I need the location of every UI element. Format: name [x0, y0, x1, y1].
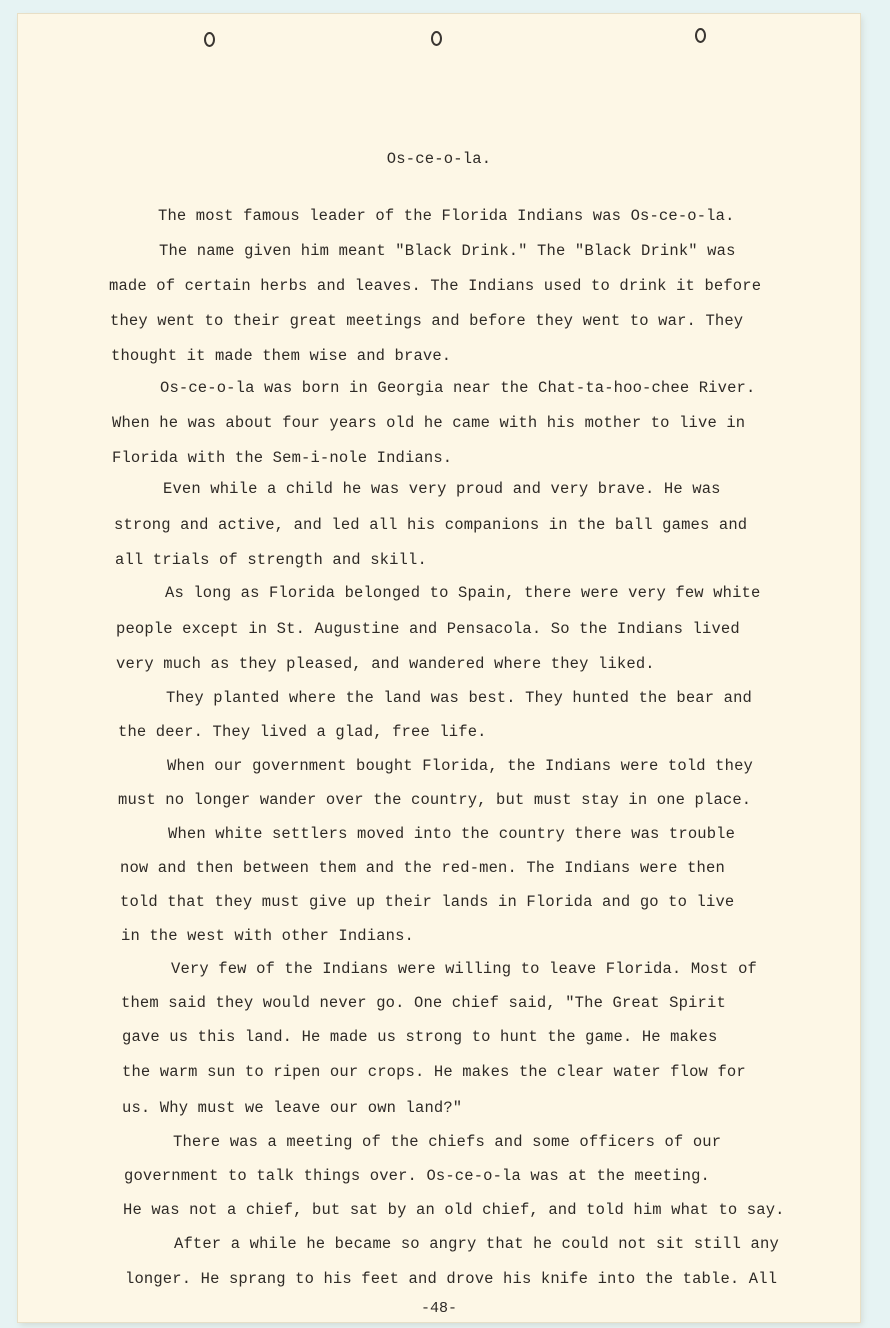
page-number: -48- — [420, 1300, 457, 1317]
typewritten-page — [18, 14, 860, 1322]
text-line: the warm sun to ripen our crops. He makes the clear water flow for — [122, 1063, 746, 1081]
text-line: now and then between them and the red-men. The Indians were then — [120, 859, 725, 877]
text-line: very much as they pleased, and wandered where they liked. — [116, 655, 655, 673]
text-line: Very few of the Indians were willing to leave Florida. Most of — [171, 960, 757, 978]
body-text — [18, 14, 860, 1322]
text-line: They planted where the land was best. They hunted the bear and — [166, 689, 752, 707]
text-line: made of certain herbs and leaves. The Indians used to drink it before — [109, 277, 762, 295]
text-line: When white settlers moved into the country there was trouble — [168, 825, 736, 843]
text-line: thought it made them wise and brave. — [111, 347, 452, 365]
text-line: longer. He sprang to his feet and drove his knife into the table. All — [125, 1270, 778, 1288]
text-line: us. Why must we leave our own land?" — [122, 1099, 463, 1117]
text-line: strong and active, and led all his companions in the ball games and — [114, 516, 748, 534]
text-line: He was not a chief, but sat by an old chief, and told him what to say. — [123, 1201, 785, 1219]
text-line: they went to their great meetings and before they went to war. They — [110, 312, 744, 330]
text-line: people except in St. Augustine and Pensacola. So the Indians lived — [116, 620, 740, 638]
text-line: the deer. They lived a glad, free life. — [118, 723, 487, 741]
text-line: There was a meeting of the chiefs and some officers of our — [173, 1133, 722, 1151]
text-line: told that they must give up their lands in Florida and go to live — [120, 893, 735, 911]
text-line: must no longer wander over the country, but must stay in one place. — [118, 791, 752, 809]
text-line: The name given him meant "Black Drink." The "Black Drink" was — [159, 242, 736, 260]
text-line: As long as Florida belonged to Spain, there were very few white — [165, 584, 761, 602]
text-line: When he was about four years old he came with his mother to live in — [112, 414, 746, 432]
text-line: When our government bought Florida, the Indians were told they — [167, 757, 753, 775]
page-title: Os-ce-o-la. — [386, 150, 492, 168]
text-line: in the west with other Indians. — [121, 927, 414, 945]
text-line: gave us this land. He made us strong to hunt the game. He makes — [122, 1028, 718, 1046]
text-line: all trials of strength and skill. — [115, 551, 427, 569]
text-line: After a while he became so angry that he could not sit still any — [174, 1235, 779, 1253]
text-line: Os-ce-o-la was born in Georgia near the Chat-ta-hoo-chee River. — [160, 379, 756, 397]
text-line: government to talk things over. Os-ce-o-la was at the meeting. — [124, 1167, 710, 1185]
text-line: Florida with the Sem-i-nole Indians. — [112, 449, 453, 467]
text-line: Even while a child he was very proud and very brave. He was — [163, 480, 721, 498]
text-line: them said they would never go. One chief said, "The Great Spirit — [121, 994, 726, 1012]
text-line: The most famous leader of the Florida Indians was Os-ce-o-la. — [158, 207, 735, 225]
